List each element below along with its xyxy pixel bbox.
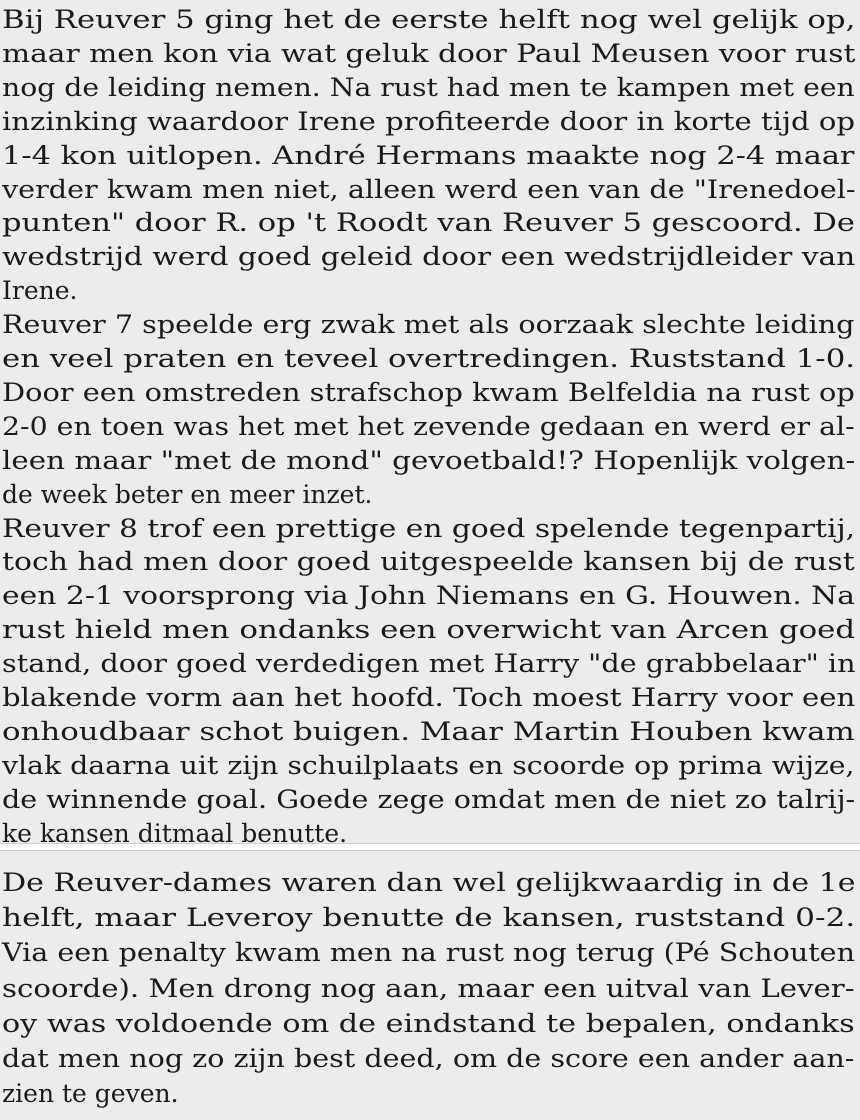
dames-line: Via een penalty kwam men na rust nog terug (Pé Schouten (2, 938, 855, 968)
dames-line: zien te geven. (2, 1079, 179, 1109)
article-line: verder kwam men niet, alleen werd een van de "Irenedoel- (2, 174, 856, 204)
article-line: stand, door goed verdedigen met Harry "de grabbelaar" in (2, 649, 856, 679)
article-line: Reuver 7 speelde erg zwak met als oorzaak slechte leiding (2, 310, 855, 340)
article-line: nog de leiding nemen. Na rust had men te kampen met een (2, 72, 855, 102)
article-line: 1-4 kon uitlopen. André Hermans maakte nog 2-4 maar (2, 140, 855, 170)
article-line: Door een omstreden strafschop kwam Belfeldia na rust op (2, 377, 855, 407)
dames-line: scoorde). Men drong nog aan, maar een uitval van Lever- (2, 973, 855, 1003)
article-line: leen maar "met de mond" gevoetbald!? Hopenlijk volgen- (2, 445, 856, 475)
article-line: punten" door R. op 't Roodt van Reuver 5 gescoord. De (2, 208, 856, 238)
article-line: vlak daarna uit zijn schuilplaats en scoorde op prima wijze, (2, 750, 855, 780)
dames-line: oy was voldoende om de eindstand te bepalen, ondanks (2, 1008, 855, 1038)
article-line: de week beter en meer inzet. (2, 479, 373, 509)
article-line: onhoudbaar schot buigen. Maar Martin Houben kwam (2, 716, 855, 746)
article-line: maar men kon via wat geluk door Paul Meusen voor rust (2, 38, 856, 68)
article-line: de winnende goal. Goede zege omdat men de niet zo talrij- (2, 784, 856, 814)
article-line: Reuver 8 trof een prettige en goed spelende tegenpartij, (2, 513, 856, 543)
article-line: en veel praten en teveel overtredingen. Ruststand 1-0. (2, 344, 856, 373)
dames-clipping (0, 850, 860, 1120)
article-line: 2-0 en toen was het met het zevende gedaan en werd er al- (2, 411, 855, 441)
article-line: Bij Reuver 5 ging het de eerste helft nog wel gelijk op, (2, 5, 856, 34)
dames-line: De Reuver-dames waren dan wel gelijkwaardig in de 1e (2, 868, 856, 897)
article-line: toch had men door goed uitgespeelde kansen bij de rust (2, 547, 855, 577)
article-line: wedstrijd werd goed geleid door een wedstrijdleider van (2, 242, 856, 272)
article-line: rust hield men ondanks een overwicht van Arcen goed (2, 615, 856, 645)
dames-line: dat men nog zo zijn best deed, om de score een ander aan- (2, 1044, 855, 1073)
dames-line: helft, maar Leveroy benutte de kansen, ruststand 0-2. (2, 903, 856, 933)
article-line: Irene. (2, 276, 78, 306)
article-line: inzinking waardoor Irene profiteerde door in korte tijd op (2, 106, 855, 136)
article-line: een 2-1 voorsprong via John Niemans en G. Houwen. Na (2, 581, 855, 611)
article-line: blakende vorm aan het hoofd. Toch moest Harry voor een (2, 683, 856, 712)
article-line: ke kansen ditmaal benutte. (2, 818, 348, 844)
